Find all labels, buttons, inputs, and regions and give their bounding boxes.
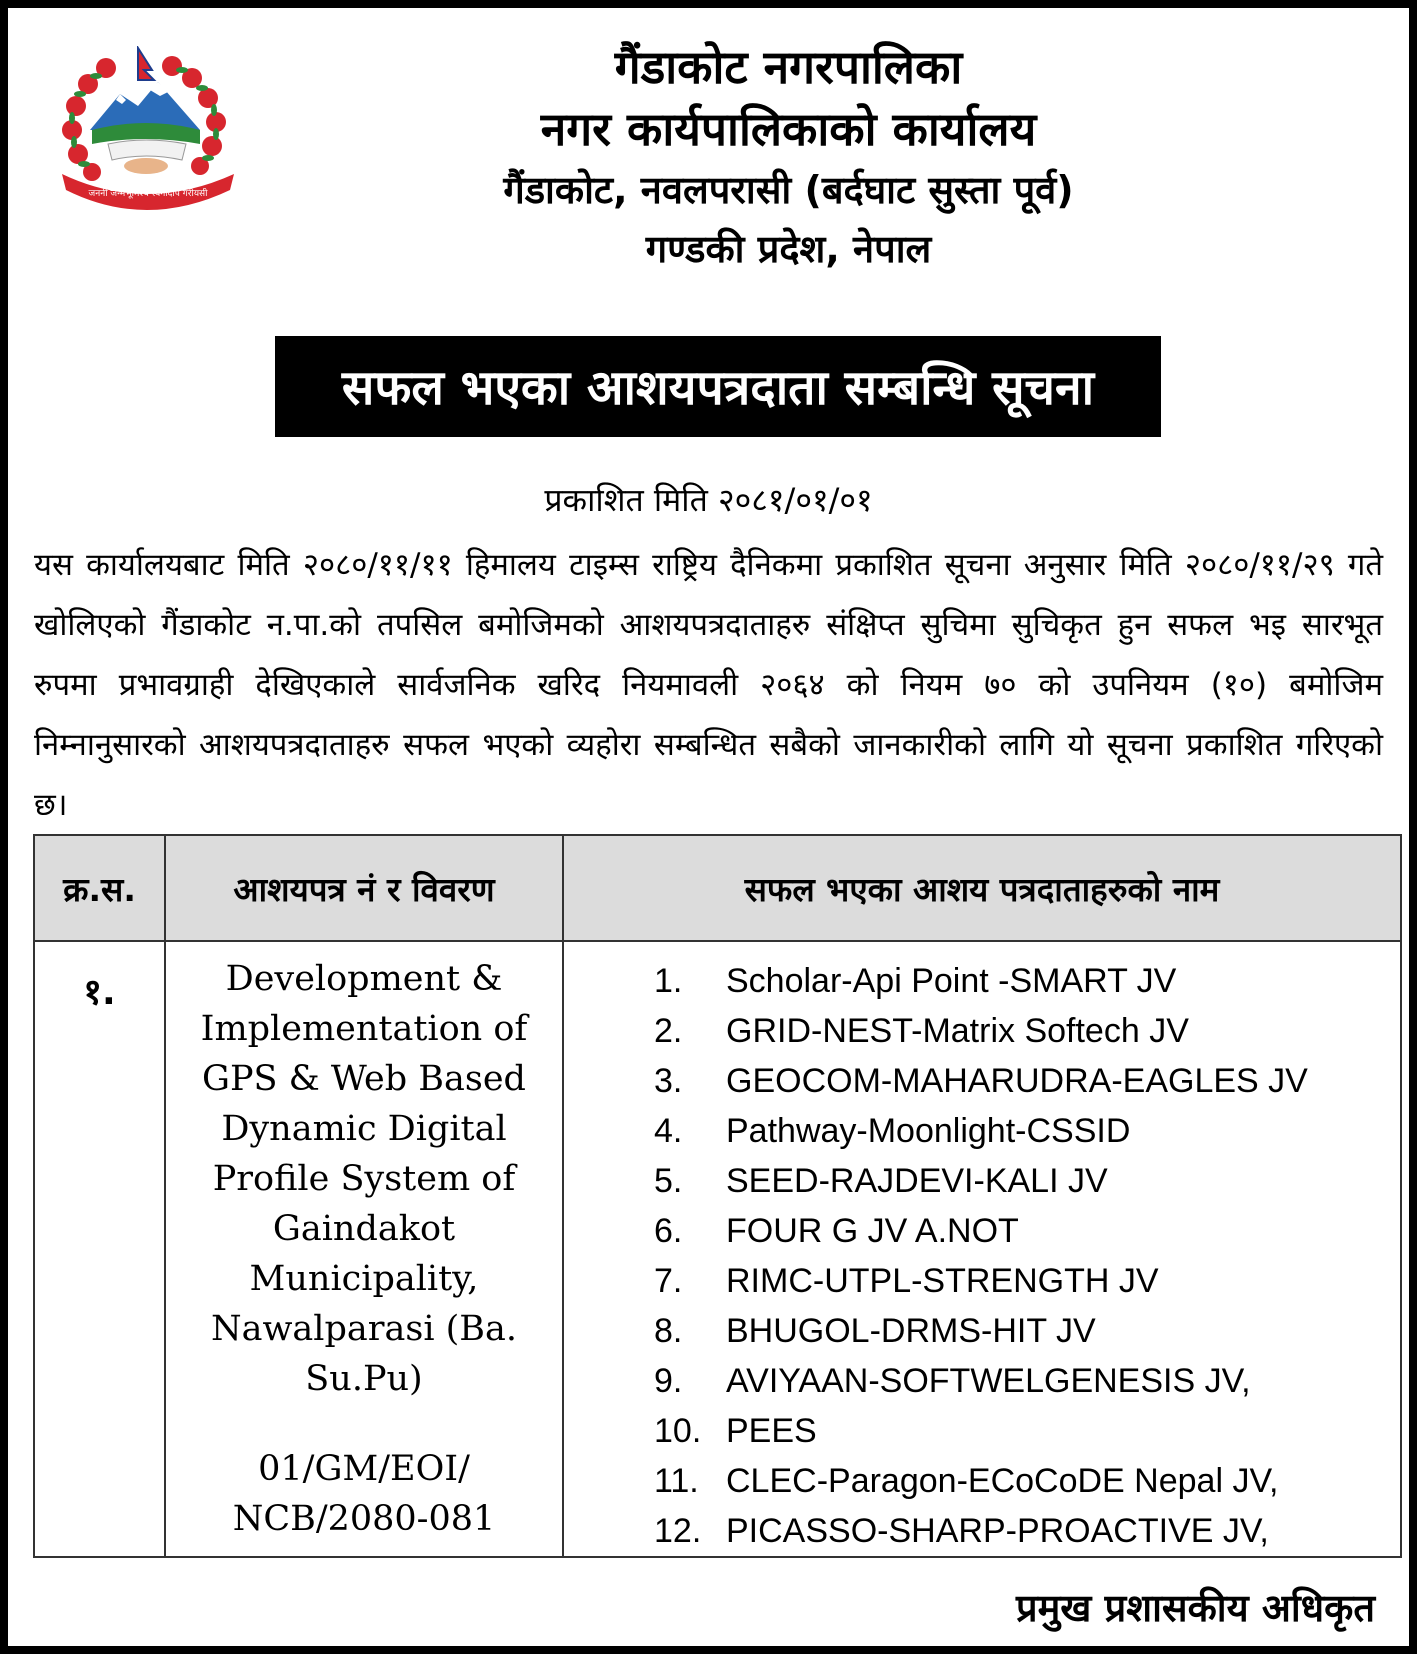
list-item xyxy=(654,1056,1384,1106)
list-item xyxy=(654,1256,1384,1306)
published-date: प्रकाशित मिति २०८१/०१/०१ xyxy=(544,481,873,519)
list-item xyxy=(654,1206,1384,1256)
list-item-name: Pathway-Moonlight-CSSID xyxy=(726,1112,1131,1150)
list-item-number: 5. xyxy=(654,1162,683,1200)
list-item-number: 7. xyxy=(654,1262,683,1300)
list-item xyxy=(654,1306,1384,1356)
list-item-number: 11. xyxy=(654,1462,699,1500)
list-item-name: GEOCOM-MAHARUDRA-EAGLES JV xyxy=(726,1062,1308,1100)
nepal-emblem-icon xyxy=(50,46,246,218)
header-serial: क्र.स. xyxy=(34,835,165,941)
list-item-number: 10. xyxy=(654,1412,702,1450)
list-item-number: 9. xyxy=(654,1362,683,1400)
bidder-table xyxy=(33,834,1402,1558)
list-item-number: 8. xyxy=(654,1312,683,1350)
list-item xyxy=(654,1106,1384,1156)
province-name: गण्डकी प्रदेश, नेपाल xyxy=(645,227,932,271)
table-header-row xyxy=(34,835,1401,941)
list-item-name: AVIYAAN-SOFTWELGENESIS JV, xyxy=(726,1362,1251,1400)
list-item-name: Scholar-Api Point -SMART JV xyxy=(726,962,1177,1000)
notice-title: सफल भएका आशयपत्रदाता सम्बन्धि सूचना xyxy=(275,336,1161,437)
list-item-number: 3. xyxy=(654,1062,683,1100)
list-item xyxy=(654,1506,1384,1556)
municipality-name: गैंडाकोट नगरपालिका xyxy=(614,40,963,94)
list-item-number: 4. xyxy=(654,1112,683,1150)
emblem-motto: जननी जन्मभूमिश्च स्वर्गादपि गरीयसी xyxy=(88,189,208,199)
list-item-name: GRID-NEST-Matrix Softech JV xyxy=(726,1012,1189,1050)
list-item xyxy=(654,1006,1384,1056)
list-item-number: 12. xyxy=(654,1512,702,1550)
list-item xyxy=(654,1406,1384,1456)
list-item-name: PEES xyxy=(726,1412,817,1450)
eoi-description: Development & Implementation of GPS & Web Based Dynamic Digital Profile System of Gaindakot Municipality, Nawalparasi (Ba. Su.Pu) xyxy=(200,959,528,1399)
list-item xyxy=(654,1456,1384,1506)
list-item-number: 2. xyxy=(654,1012,683,1050)
eoi-code: 01/GM/EOI/ NCB/2080-081 xyxy=(232,1449,496,1539)
notice-body: यस कार्यालयबाट मिति २०८०/११/११ हिमालय टाइम्स राष्ट्रिय दैनिकमा प्रकाशित सूचना अनुसार मिति २०८०/११/२९ गते खोलिएको गैंडाकोट न.पा.को तपसिल बमोजिमको आशयपत्रदाताहरु संक्षिप्त सुचिमा सुचिकृत हुन सफल भइ सारभूत रुपमा प्रभावग्राही देखिएकाले सार्वजनिक खरिद नियमावली २०६४ को नियम ७० को उपनियम (१०) बमोजिम निम्नानुसारको आशयपत्रदाताहरु सफल भएको व्यहोरा सम्बन्धित सबैको जानकारीको लागि यो सूचना प्रकाशित गरिएको छ। xyxy=(34,547,1383,823)
list-item-name: FOUR G JV A.NOT xyxy=(726,1212,1019,1250)
eoi-description-cell xyxy=(165,941,563,1557)
table-row xyxy=(34,941,1401,1557)
signatory-title: प्रमुख प्रशासकीय अधिकृत xyxy=(1015,1586,1375,1630)
row-serial: १. xyxy=(34,941,165,1557)
list-item-number: 1. xyxy=(654,962,683,1000)
list-item-name: RIMC-UTPL-STRENGTH JV xyxy=(726,1262,1159,1300)
header xyxy=(248,36,1329,278)
office-address: गैंडाकोट, नवलपरासी (बर्दघाट सुस्ता पूर्व) xyxy=(503,168,1074,212)
list-item-name: PICASSO-SHARP-PROACTIVE JV, xyxy=(726,1512,1269,1550)
list-item xyxy=(654,956,1384,1006)
list-item-number: 6. xyxy=(654,1212,683,1250)
list-item xyxy=(654,1356,1384,1406)
list-item xyxy=(654,1156,1384,1206)
list-item-name: BHUGOL-DRMS-HIT JV xyxy=(726,1312,1096,1350)
header-bidder-names: सफल भएका आशय पत्रदाताहरुको नाम xyxy=(563,835,1401,941)
list-item-name: CLEC-Paragon-ECoCoDE Nepal JV, xyxy=(726,1462,1279,1500)
list-item-name: SEED-RAJDEVI-KALI JV xyxy=(726,1162,1108,1200)
office-name: नगर कार्यपालिकाको कार्यालय xyxy=(540,102,1037,156)
bidder-list xyxy=(563,941,1401,1557)
header-eoi-description: आशयपत्र नं र विवरण xyxy=(165,835,563,941)
